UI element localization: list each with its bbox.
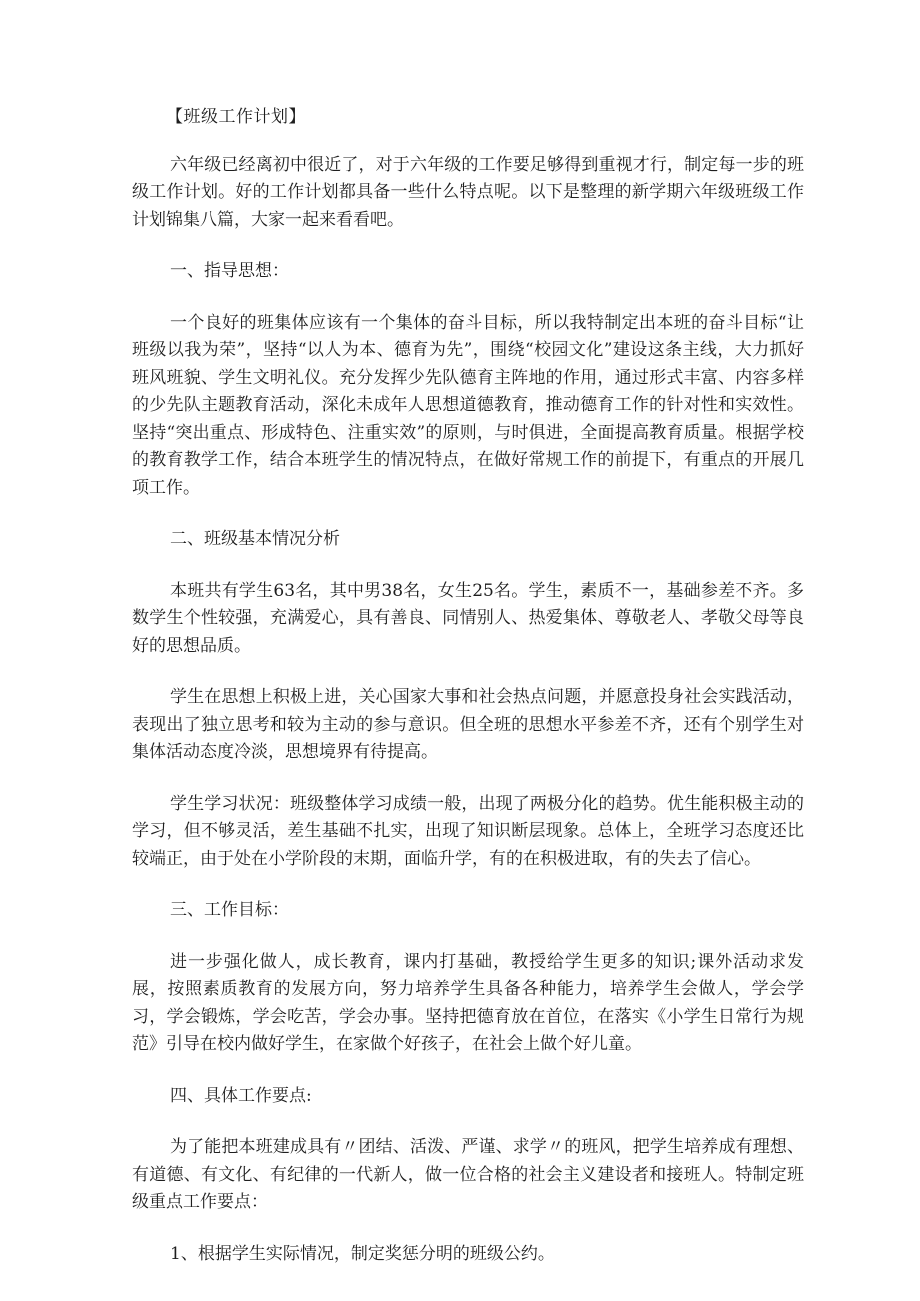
analysis-paragraph-3: 学生学习状况：班级整体学习成绩一般，出现了两极分化的趋势。优生能积极主动的学习，但不够灵活，差生基础不扎实，出现了知识断层现象。总体上，全班学习态度还比较端正，由于处在小学阶段的末期，面临升学，有的在积极进取，有的失去了信心。 bbox=[132, 793, 804, 869]
section-heading-guiding: 一、指导思想： bbox=[170, 261, 289, 281]
section-heading-goals: 三、工作目标： bbox=[170, 900, 289, 920]
document-body bbox=[132, 104, 804, 1292]
analysis-paragraph-2: 学生在思想上积极上进，关心国家大事和社会热点问题，并愿意投身社会实践活动，表现出了独立思考和较为主动的参与意识。但全班的思想水平参差不齐，还有个别学生对集体活动态度冷淡，思想境界有待提高。 bbox=[132, 687, 804, 762]
section-heading-points: 四、具体工作要点: bbox=[170, 1085, 312, 1106]
intro-paragraph: 六年级已经离初中很近了，对于六年级的工作要足够得到重视才行，制定每一步的班级工作计划。好的工作计划都具备一些什么特点呢。以下是整理的新学期六年级班级工作计划锦集八篇，大家一起来看看吧。 bbox=[132, 154, 804, 230]
goals-paragraph: 进一步强化做人，成长教育，课内打基础，教授给学生更多的知识;课外活动求发展，按照素质教育的发展方向，努力培养学生具备各种能力，培养学生会做人，学会学习，学会锻炼，学会吃苦，学会办事。坚持把德育放在首位，在落实《小学生日常行为规范》引导在校内做好学生，在家做个好孩子，在社会上做个好儿童。 bbox=[132, 951, 804, 1054]
points-item-1: 1、根据学生实际情况，制定奖惩分明的班级公约。 bbox=[170, 1243, 555, 1264]
section-heading-analysis: 二、班级基本情况分析 bbox=[170, 529, 340, 549]
points-paragraph: 为了能把本班建成具有〃团结、活泼、严谨、求学〃的班风，把学生培养成有理想、有道德、有文化、有纪律的一代新人，做一位合格的社会主义建设者和接班人。特制定班级重点工作要点： bbox=[132, 1137, 804, 1212]
analysis-paragraph-1: 本班共有学生63名，其中男38名，女生25名。学生，素质不一，基础参差不齐。多数学生个性较强，充满爱心，具有善良、同情别人、热爱集体、尊敬老人、孝敬父母等良好的思想品质。 bbox=[132, 580, 804, 656]
guiding-paragraph: 一个良好的班集体应该有一个集体的奋斗目标，所以我特制定出本班的奋斗目标“让班级以我为荣”，坚持“以人为本、德育为先”，围绕“校园文化”建设这条主线，大力抓好班风班貌、学生文明礼仪。充分发挥少先队德育主阵地的作用，通过形式丰富、内容多样的少先队主题教育活动，深化未成年人思想道德教育，推动德育工作的针对性和实效性。坚持“突出重点、形成特色、注重实效”的原则，与时俱进，全面提高教育质量。根据学校的教育教学工作，结合本班学生的情况特点，在做好常规工作的前提下，有重点的开展几项工作。 bbox=[132, 312, 804, 498]
document-title: 【班级工作计划】 bbox=[166, 107, 306, 127]
